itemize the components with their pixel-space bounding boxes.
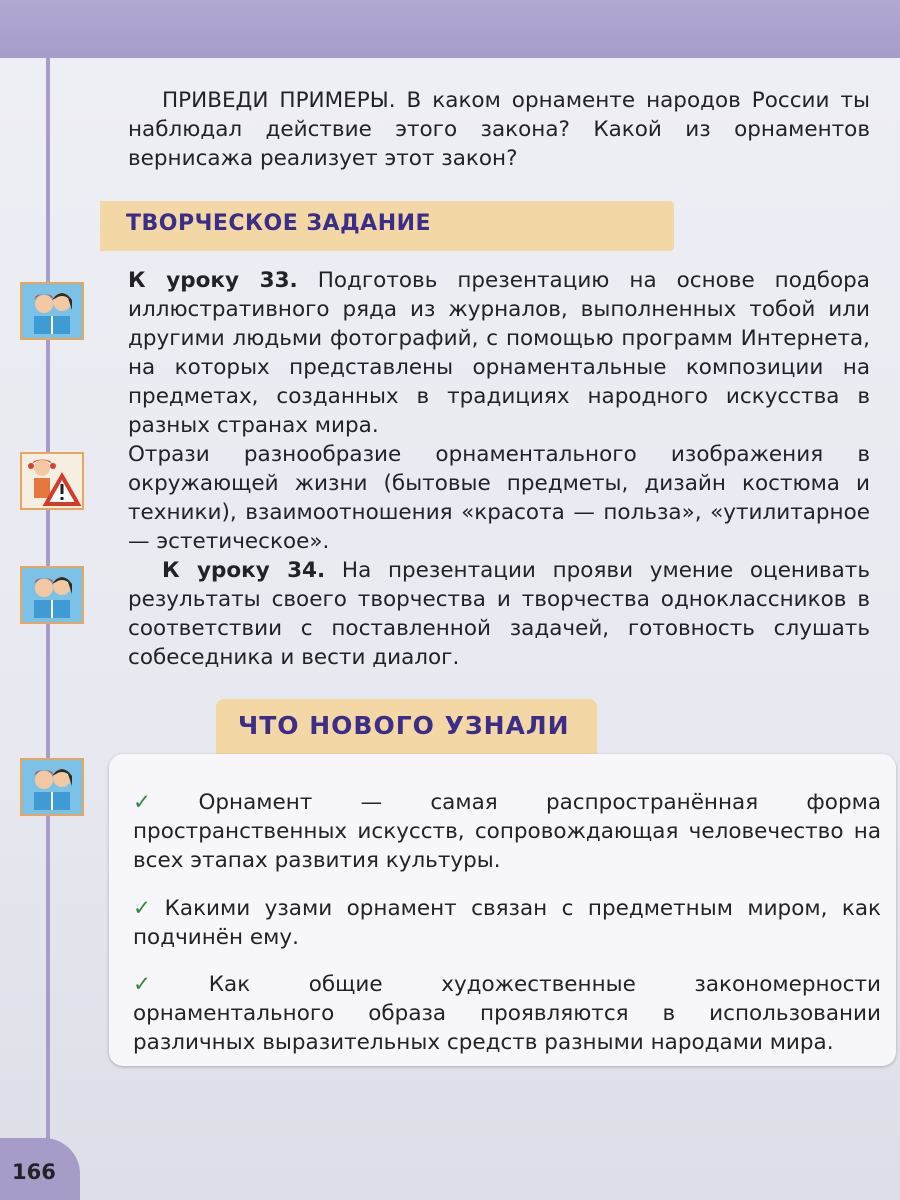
creative-task-title: ТВОРЧЕСКОЕ ЗАДАНИЕ [126,211,432,236]
summary-item-text: Как общие художественные закономерности орнаментального образа проявляются в использовании различных выразительных средств разными народами мира. [133,972,882,1055]
check-icon: ✓ [133,790,193,815]
summary-item-text: Орнамент — самая распространённая форма пространственных искусств, сопровождающая человечество на всех этапах развития культуры. [133,790,882,873]
page-number: 166 [12,1160,56,1184]
reading-kids-icon [20,758,84,816]
summary-item [133,788,881,875]
lesson33-text: Подготовь презентацию на основе подбора иллюстративного ряда из журналов, выполненных тобой или другими людьми фотографий, с помощью программ Интернета, на которых представлены орнаментальные композиции на предметах, созданных в традициях народного искусства в разных странах мира. [128,268,870,438]
check-icon: ✓ [133,896,159,921]
lesson33-paragraph [128,266,870,440]
summary-item [133,894,881,952]
intro-paragraph [128,86,870,173]
whats-new-title: ЧТО НОВОГО УЗНАЛИ [238,711,570,740]
lesson34-paragraph [128,556,870,672]
reading-kids-icon [20,282,84,340]
page-number-tab [0,1138,80,1200]
lesson34-label: К уроку 34. [162,558,326,583]
summary-item [133,970,881,1057]
summary-item-text: Какими узами орнамент связан с предметным миром, как подчинён ему. [133,896,882,950]
lesson34-text: На презентации прояви умение оценивать результаты своего творчества и творчества одноклассников в соответствии с поставленной задачей, готовность слушать собеседника и вести диалог. [128,558,870,670]
intro-heading: ПРИВЕДИ ПРИМЕРЫ. [162,88,396,113]
check-icon: ✓ [133,972,203,997]
top-header-band [0,0,900,58]
warning-girl-icon [20,452,84,510]
intro-text: В каком орнаменте народов России ты наблюдал действие этого закона? Какой из орнаментов вернисажа реализует этот закон? [128,88,870,171]
reflect-paragraph [128,440,870,556]
lesson33-label: К уроку 33. [128,268,298,293]
summary-box [109,754,896,1066]
reading-kids-icon [20,566,84,624]
reflect-text: Отрази разнообразие орнаментального изображения в окружающей жизни (бытовые предметы, дизайн костюма и техники), взаимоотношения «красота — польза», «утилитарное — эстетическое». [128,442,870,554]
